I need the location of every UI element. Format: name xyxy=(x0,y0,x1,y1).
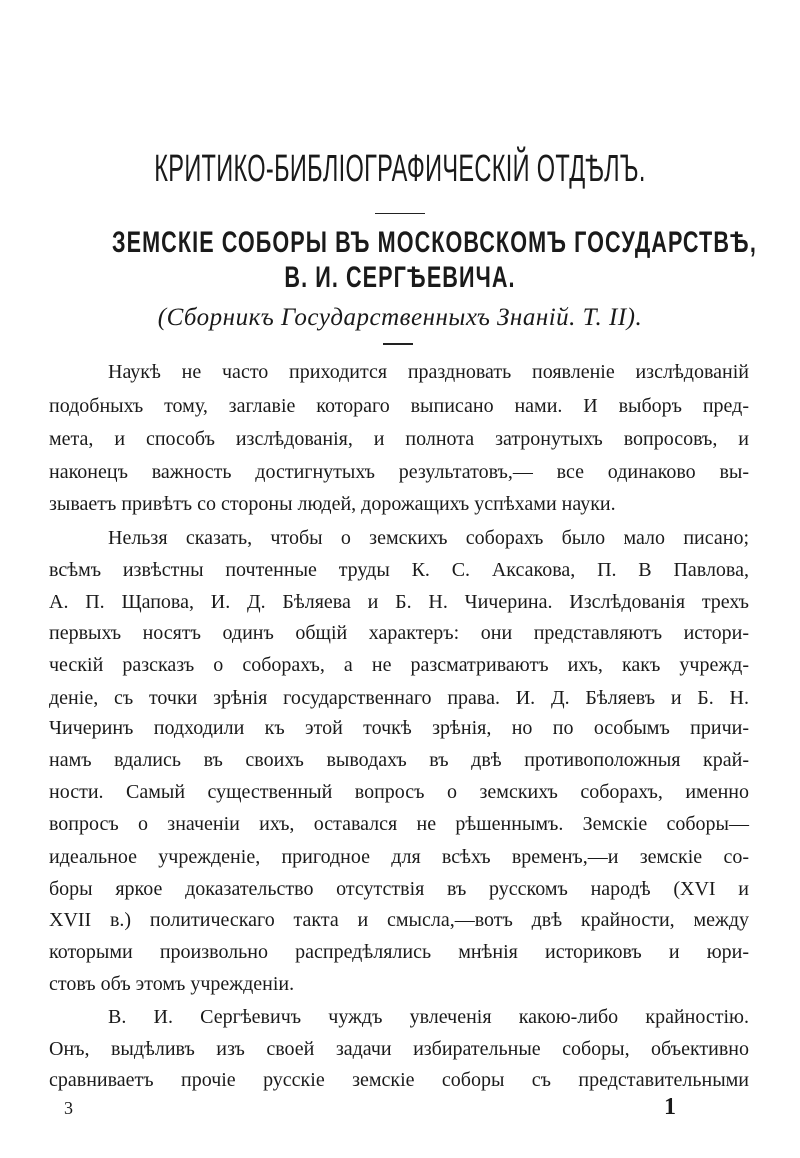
body-line: всѣмъ извѣстны почтенные труды К. С. Аксакова, П. В Павлова, xyxy=(49,559,749,581)
body-line: мета, и способъ изслѣдованія, и полнота затронутыхъ вопросовъ, и xyxy=(49,428,749,450)
body-line: идеальное учрежденіе, пригодное для всѣхъ временъ,—и земскіе со- xyxy=(49,846,749,868)
body-line: вопросъ о значеніи ихъ, оставался не рѣшеннымъ. Земскіе соборы— xyxy=(49,813,749,835)
body-line: наконецъ важность достигнутыхъ результатовъ,— все одинаково вы- xyxy=(49,461,749,483)
title-divider xyxy=(375,213,425,214)
page-number: 1 xyxy=(664,1094,676,1120)
body-line: Чичеринъ подходили къ этой точкѣ зрѣнія, но по особымъ причи- xyxy=(49,717,749,739)
body-line: намъ вдались въ своихъ выводахъ въ двѣ противоположныя край- xyxy=(49,749,749,771)
body-line: зываетъ привѣтъ со стороны людей, дорожащихъ успѣхами науки. xyxy=(49,493,616,515)
body-line: ности. Самый существенный вопросъ о земскихъ соборахъ, именно xyxy=(49,781,749,803)
body-line: Наукѣ не часто приходится праздновать появленіе изслѣдованій xyxy=(108,361,749,383)
body-line: которыми произвольно распредѣлялись мнѣнія историковъ и юри- xyxy=(49,941,749,963)
article-title-line-1: ЗЕМСКІЕ СОБОРЫ ВЪ МОСКОВСКОМЪ ГОСУДАРСТВѢ, xyxy=(112,226,757,259)
source-divider xyxy=(383,343,413,345)
body-line: В. И. Сергѣевичъ чуждъ увлеченія какою-либо крайностію. xyxy=(108,1006,749,1028)
body-line: Онъ, выдѣливъ изъ своей задачи избирательные соборы, объективно xyxy=(49,1038,749,1060)
article-title-line-2: В. И. СЕРГѢЕВИЧА. xyxy=(284,261,516,294)
body-line: деніе, съ точки зрѣнія государственнаго права. И. Д. Бѣляевъ и Б. Н. xyxy=(49,687,749,709)
body-line: А. П. Щапова, И. Д. Бѣляева и Б. Н. Чичерина. Изслѣдованія трехъ xyxy=(49,591,749,613)
section-title: КРИТИКО-БИБЛІОГРАФИЧЕСКІЙ ОТДѢЛЪ. xyxy=(154,148,646,190)
signature-mark: 3 xyxy=(64,1098,73,1118)
body-line: XVII в.) политическаго такта и смысла,—вотъ двѣ крайности, между xyxy=(49,909,749,931)
body-line: сравниваетъ прочіе русскіе земскіе соборы съ представительными xyxy=(49,1069,749,1091)
source-note: (Сборникъ Государственныхъ Знаній. Т. II). xyxy=(157,304,643,331)
body-line: стовъ объ этомъ учрежденіи. xyxy=(49,973,295,995)
body-line: первыхъ носятъ одинъ общій характеръ: они представляютъ истори- xyxy=(49,622,749,644)
body-line: ческій разсказъ о соборахъ, а не разсматриваютъ ихъ, какъ учрежд- xyxy=(49,654,749,676)
body-line: подобныхъ тому, заглавіе котораго выписано нами. И выборъ пред- xyxy=(49,395,749,417)
body-line: боры яркое доказательство отсутствія въ русскомъ народѣ (XVI и xyxy=(49,878,749,900)
body-line: Нельзя сказать, чтобы о земскихъ соборахъ было мало писано; xyxy=(108,527,749,549)
